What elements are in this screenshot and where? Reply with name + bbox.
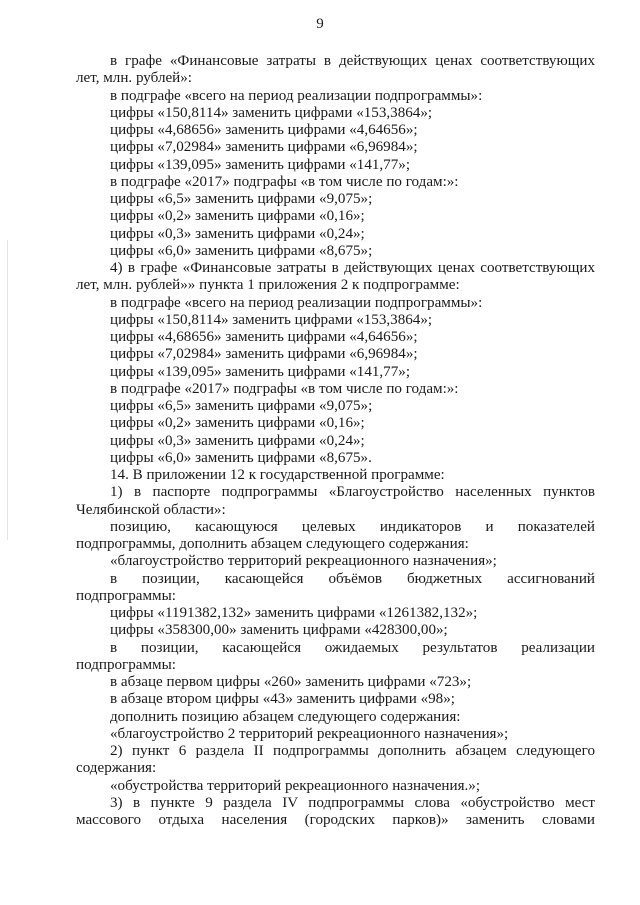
text-line: цифры «0,3» заменить цифрами «0,24»;	[110, 432, 365, 449]
text-line: подпрограммы:	[76, 587, 176, 604]
text-line: цифры «4,68656» заменить цифрами «4,64656»;	[110, 122, 418, 138]
text-line: 4) в графе «Финансовые затраты в действующих ценах соответствующих	[110, 260, 595, 276]
text-line: в подграфе «всего на период реализации подпрограммы»:	[110, 87, 483, 104]
text-line: цифры «4,68656» заменить цифрами «4,64656»;	[110, 329, 418, 345]
text-line: лет, млн. рублей»» пункта 1 приложения 2 к подпрограмме:	[76, 277, 460, 294]
text-line: цифры «6,0» заменить цифрами «8,675».	[110, 449, 372, 466]
text-line: в позиции, касающейся объёмов бюджетных ассигнований	[110, 570, 595, 587]
text-line: в абзаце втором цифры «43» заменить цифрами «98»;	[110, 691, 455, 708]
page-number: 9	[316, 16, 324, 32]
text-line: цифры «1191382,132» заменить цифрами «1261382,132»;	[110, 605, 478, 621]
text-line: цифры «6,5» заменить цифрами «9,075»;	[110, 398, 373, 414]
text-line: содержания:	[76, 760, 157, 777]
scan-edge-mark	[7, 240, 8, 540]
text-line: цифры «139,095» заменить цифрами «141,77»;	[110, 156, 411, 173]
text-line: дополнить позицию абзацем следующего содержания:	[110, 708, 461, 725]
text-line: подпрограммы, дополнить абзацем следующего содержания:	[76, 536, 469, 552]
text-line: цифры «6,0» заменить цифрами «8,675»;	[110, 242, 373, 259]
text-line: цифры «150,8114» заменить цифрами «153,3864»;	[110, 311, 433, 328]
text-line: «обустройства территорий рекреационного назначения.»;	[110, 777, 481, 794]
text-line: Челябинской области»:	[76, 501, 226, 518]
text-line: цифры «0,2» заменить цифрами «0,16»;	[110, 208, 365, 225]
text-line: в подграфе «2017» подграфы «в том числе по годам:»:	[110, 380, 459, 397]
text-line: «благоустройство территорий рекреационного назначения»;	[110, 553, 497, 570]
text-line: цифры «0,2» заменить цифрами «0,16»;	[110, 415, 365, 432]
text-line: 2) пункт 6 раздела II подпрограммы дополнить абзацем следующего	[110, 743, 595, 759]
text-line: в подграфе «всего на период реализации подпрограммы»:	[110, 294, 483, 311]
text-line: лет, млн. рублей»:	[76, 70, 192, 87]
text-line: цифры «358300,00» заменить цифрами «428300,00»;	[110, 622, 448, 639]
text-line: в подграфе «2017» подграфы «в том числе по годам:»:	[110, 173, 459, 190]
text-line: 3) в пункте 9 раздела IV подпрограммы слова «обустройство мест	[110, 794, 595, 811]
text-line: цифры «139,095» заменить цифрами «141,77»;	[110, 363, 411, 380]
text-line: подпрограммы:	[76, 656, 176, 673]
document-body	[76, 53, 595, 829]
text-line: в графе «Финансовые затраты в действующих ценах соответствующих	[110, 53, 595, 69]
text-line: цифры «7,02984» заменить цифрами «6,96984»;	[110, 139, 418, 156]
text-line: позицию, касающуюся целевых индикаторов и показателей	[110, 518, 595, 535]
text-line: цифры «0,3» заменить цифрами «0,24»;	[110, 225, 365, 242]
text-line: «благоустройство 2 территорий рекреационного назначения»;	[110, 725, 509, 742]
text-line: 1) в паспорте подпрограммы «Благоустройство населенных пунктов	[110, 484, 595, 501]
text-line: в позиции, касающейся ожидаемых результатов реализации	[110, 639, 595, 656]
text-line: цифры «7,02984» заменить цифрами «6,96984»;	[110, 346, 418, 363]
text-line: массового отдыха населения (городских парков)» заменить словами	[76, 812, 595, 828]
text-line: 14. В приложении 12 к государственной программе:	[110, 467, 445, 483]
text-line: в абзаце первом цифры «260» заменить цифрами «723»;	[110, 674, 472, 690]
text-line: цифры «6,5» заменить цифрами «9,075»;	[110, 191, 373, 207]
text-line: цифры «150,8114» заменить цифрами «153,3864»;	[110, 104, 433, 121]
